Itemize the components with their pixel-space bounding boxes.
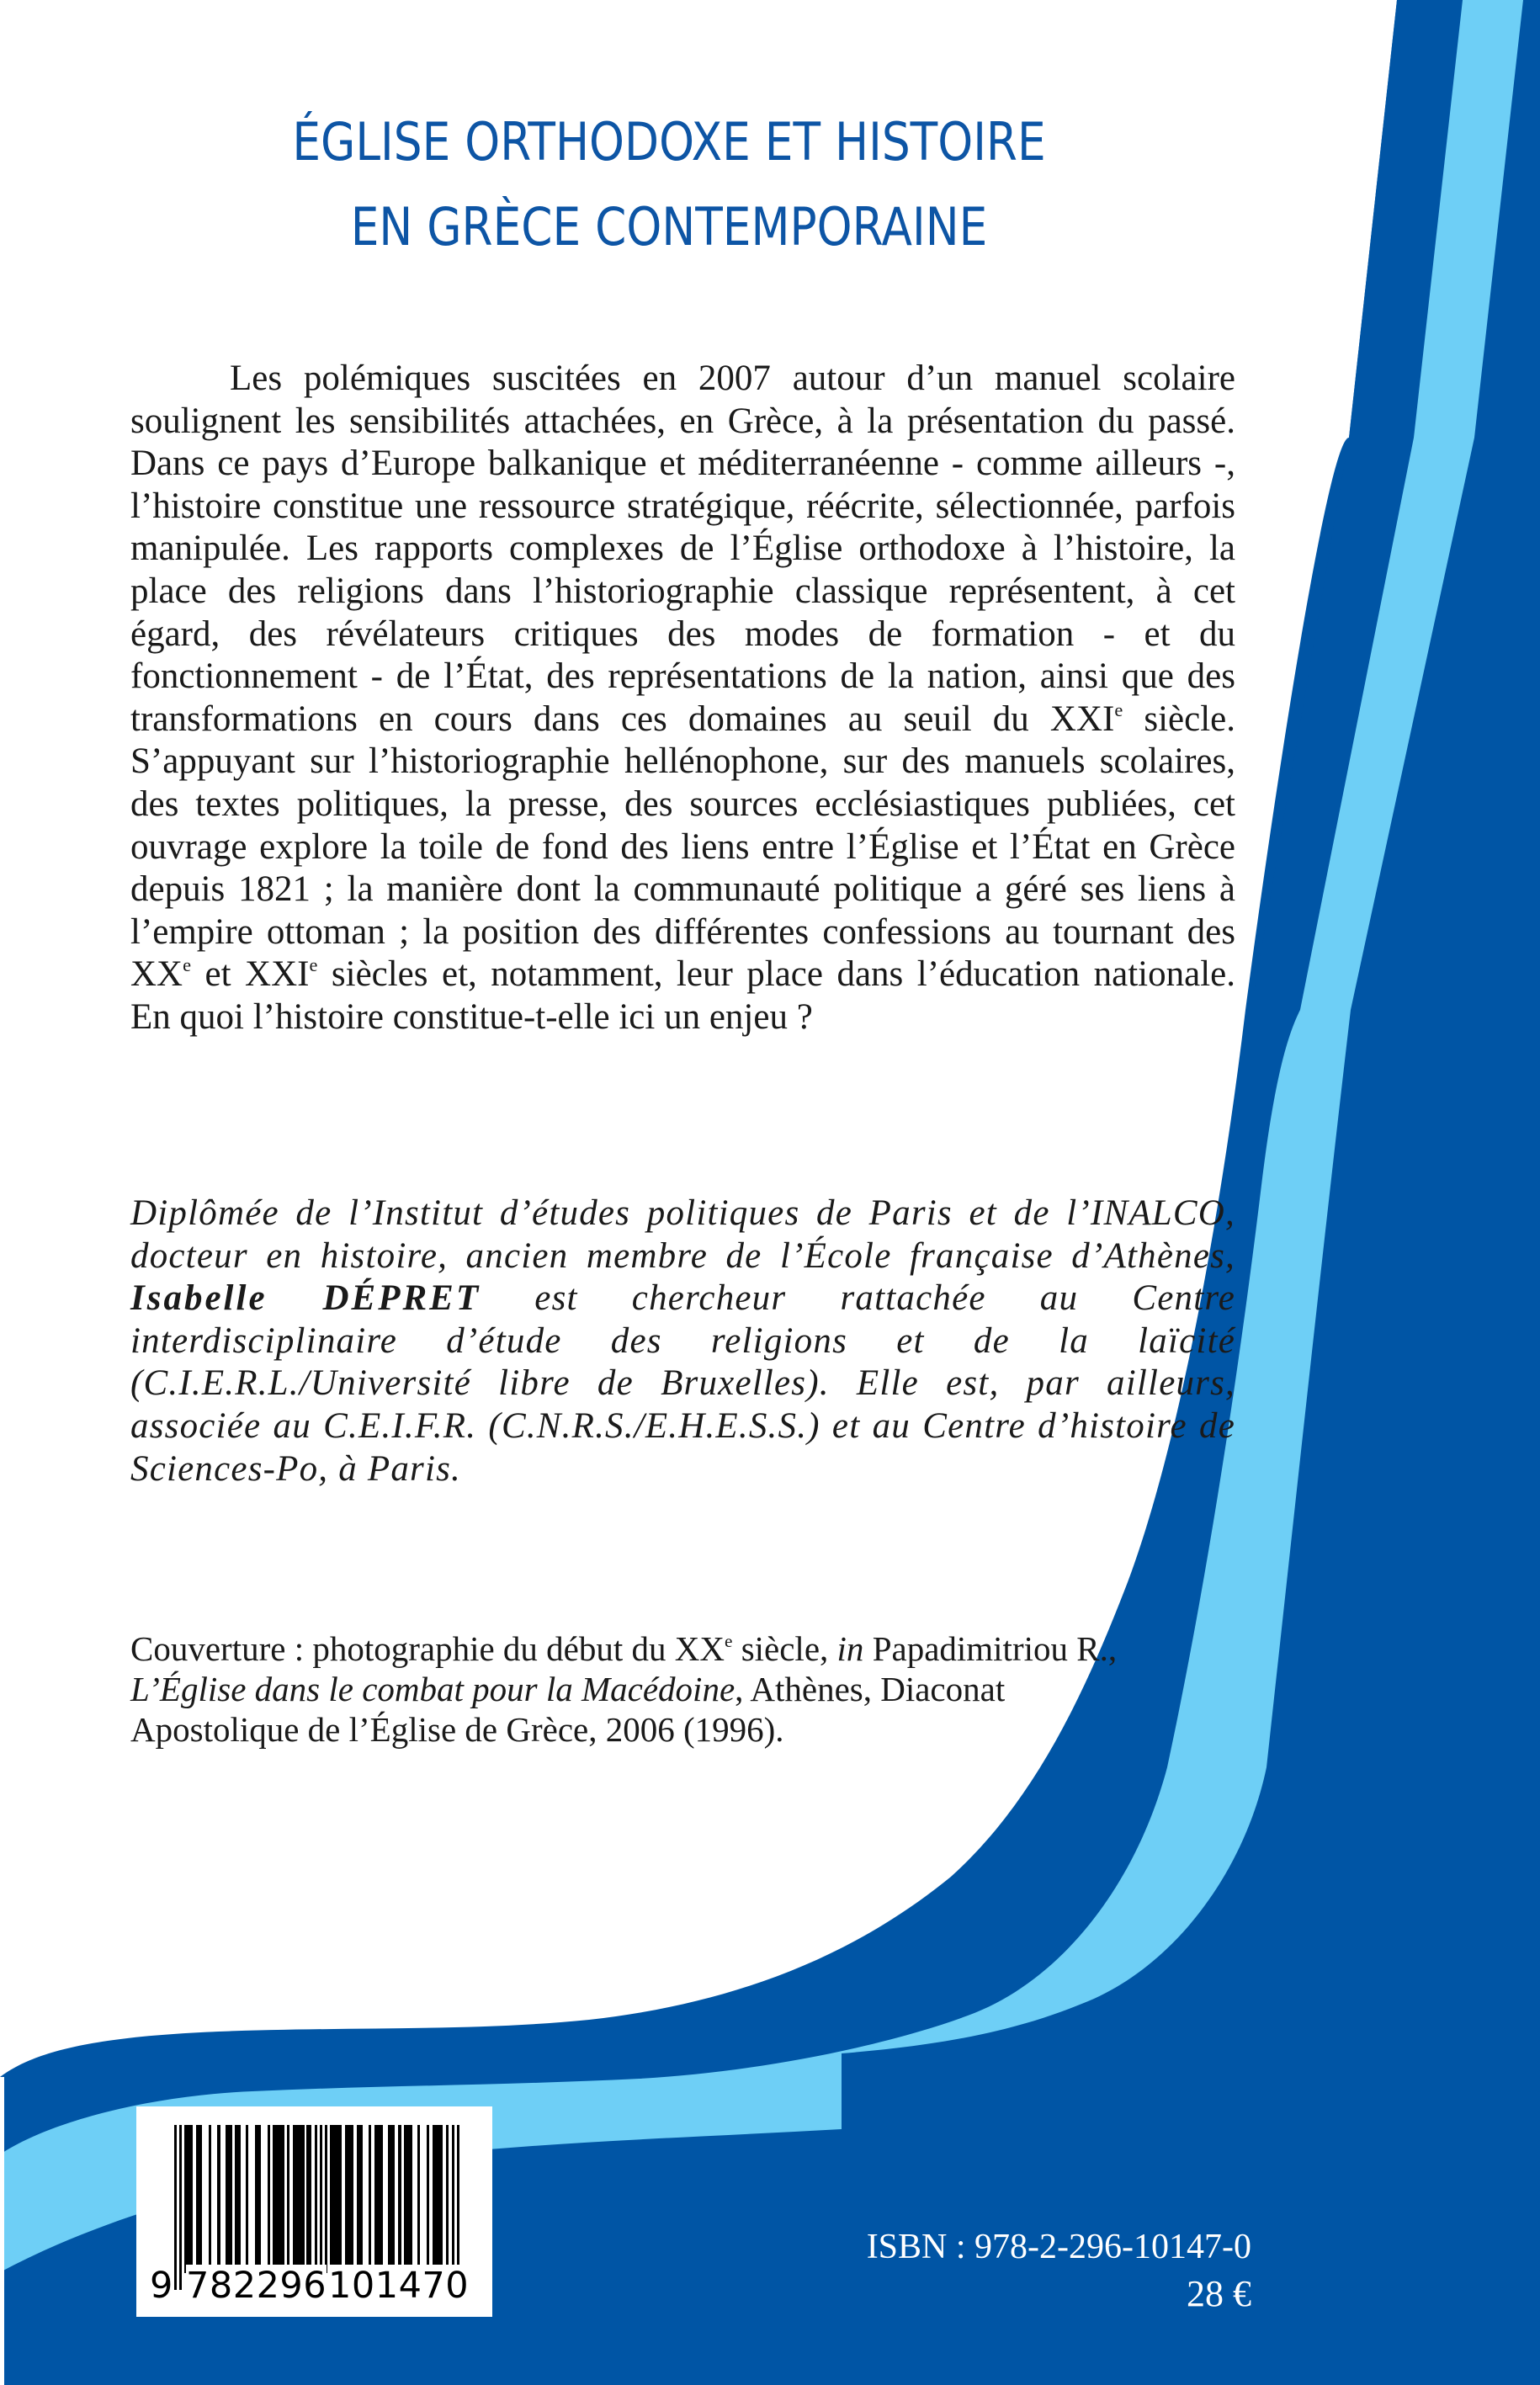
isbn-label: ISBN : 978-2-296-10147-0 xyxy=(866,2228,1251,2266)
superscript: e xyxy=(724,1631,733,1652)
author-bio-text: Diplômée de l’Institut d’études politiques de Paris et de l’INALCO, docteur en histoire, ancien membre de l’École française d’Athènes, Isabelle DÉPRET est chercheur rattachée au Centre interdisciplinaire d’étude des religions et de la laïcité (C.I.E.R.L./Université libre de Bruxelles). Elle est, par ailleurs, associée au C.E.I.F.R. (C.N.R.S./E.H.E.S.S.) et au Centre d’histoire de Sciences-Po, à Paris. xyxy=(130,1193,1235,1489)
superscript: e xyxy=(309,954,318,976)
cover-credits-text: Couverture : photographie du début du XXe siècle, in Papadimitriou R., L’Église dans le combat pour la Macédoine, Athènes, Diaconat Apostolique de l’Église de Grèce, 2006 (1996). xyxy=(130,1629,1118,1749)
superscript: e xyxy=(183,954,192,976)
price-label: 28 € xyxy=(1187,2273,1251,2314)
superscript: e xyxy=(1114,699,1123,720)
book-title-line-2: EN GRÈCE CONTEMPORAINE xyxy=(350,196,988,258)
barcode xyxy=(136,2106,492,2317)
summary-paragraph xyxy=(130,358,1235,1039)
cover-credits xyxy=(130,1628,1174,1750)
book-title-line-1: ÉGLISE ORTHODOXE ET HISTOIRE xyxy=(292,111,1046,173)
book-title xyxy=(206,99,1133,269)
cited-book-title: L’Église dans le combat pour la Macédoine xyxy=(130,1670,735,1708)
barcode-digits: 9 782296 101470 xyxy=(150,2265,470,2307)
author-bio xyxy=(130,1192,1235,1490)
author-name: Isabelle DÉPRET xyxy=(130,1278,481,1319)
summary-text: Les polémiques suscitées en 2007 autour d’un manuel scolaire soulignent les sensibilités attachées, en Grèce, à la présentation du passé. Dans ce pays d’Europe balkanique et méditerranéenne - comme ailleurs -, l’histoire constitue une ressource stratégique, réécrite, sélectionnée, parfois manipulée. Les rapports complexes de l’Église orthodoxe à l’histoire, la place des religions dans l’historiographie classique représentent, à cet égard, des révélateurs critiques des modes de formation - et du fonctionnement - de l’État, des représentations de la nation, ainsi que des transformations en cours dans ces domaines au seuil du XXIe siècle. S’appuyant sur l’historiographie hellénophone, sur des manuels scolaires, des textes politiques, la presse, des sources ecclésiastiques publiées, cet ouvrage explore la toile de fond des liens entre l’Église et l’État en Grèce depuis 1821 ; la manière dont la communauté politique a géré ses liens à l’empire ottoman ; la position des différentes confessions au tournant des XXe et XXIe siècles et, notamment, leur place dans l’éducation nationale. En quoi l’histoire constitue-t-elle ici un enjeu ? xyxy=(130,359,1235,1037)
